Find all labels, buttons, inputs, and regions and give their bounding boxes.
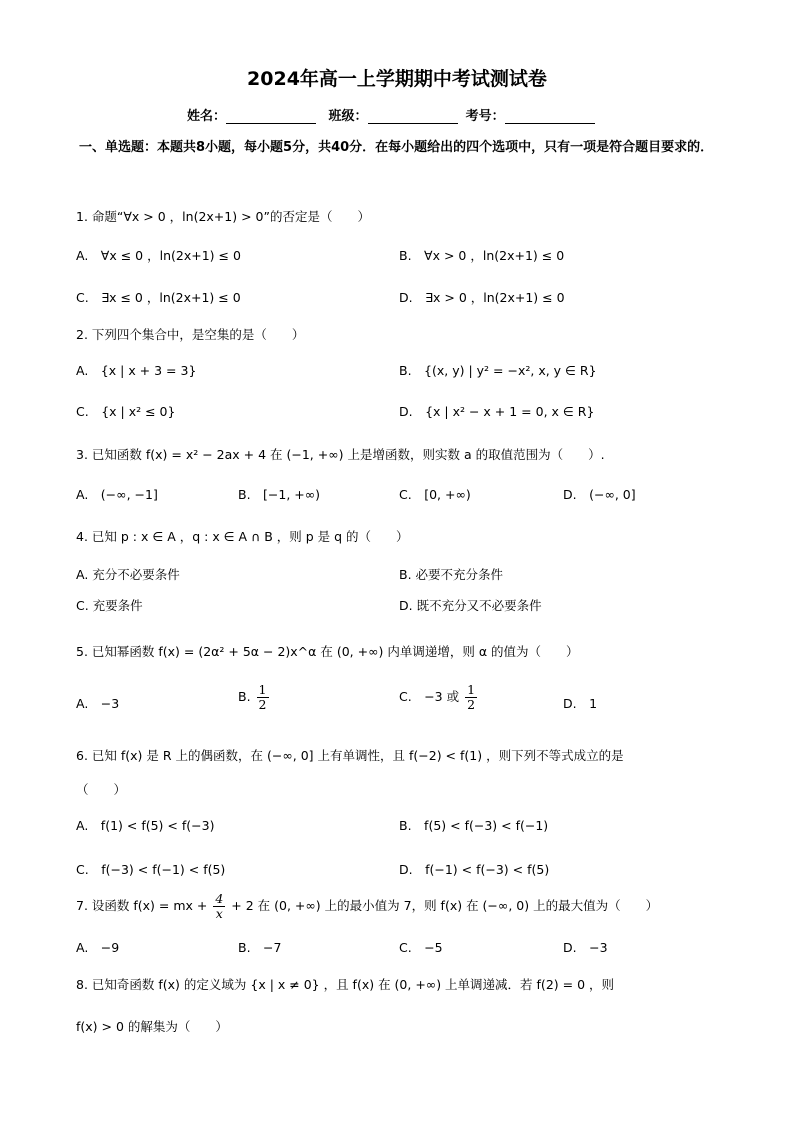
q2-option-c[interactable]: C. {x | x² ≤ 0} [76,404,176,419]
fraction-one-half [257,683,269,712]
q5-option-b[interactable] [238,683,271,712]
q1-option-c[interactable]: C. ∃x ≤ 0 ，ln(2x+1) ≤ 0 [76,290,241,305]
section-heading: 一、单选题：本题共8小题，每小题5分，共40分．在每小题给出的四个选项中，只有一项是符合题目要求的． [79,140,714,155]
q1-option-d[interactable]: D. ∃x > 0 ，ln(2x+1) ≤ 0 [399,290,565,305]
q4-option-b[interactable]: B. 必要不充分条件 [399,567,504,582]
q5-option-d[interactable]: D. 1 [563,696,598,711]
q3-option-c[interactable]: C. [0, +∞) [399,487,471,502]
q4-option-c[interactable]: C. 充要条件 [76,598,143,613]
fraction-numerator: 4 [215,891,224,906]
question-8-stem-cont: f(x) > 0 的解集为（ ） [76,1019,228,1034]
question-3-stem: 3. 已知函数 f(x) = x² − 2ax + 4 在 (−1, +∞) 上是增函数，则实数 a 的取值范围为（ ）. [76,447,605,462]
q6-option-c[interactable]: C. f(−3) < f(−1) < f(5) [76,862,226,877]
q2-option-d[interactable]: D. {x | x² − x + 1 = 0, x ∈ R} [399,404,595,419]
fraction-numerator: 1 [258,682,267,697]
question-6-stem-cont: （ ） [76,782,127,797]
fraction-numerator: 1 [467,682,476,697]
fraction-one-half [465,683,477,712]
student-info-line [187,105,603,124]
name-label: 姓名： [187,109,227,124]
q1-option-b[interactable]: B. ∀x > 0 ，ln(2x+1) ≤ 0 [399,248,565,263]
class-blank[interactable] [368,111,458,124]
fraction-denominator: x [215,906,223,921]
question-7-stem-end: + 2 在 (0, +∞) 上的最小值为 7，则 f(x) 在 (−∞, 0) 上的最大值为（ ） [231,898,659,913]
fraction-denominator: 2 [467,697,476,712]
question-8-stem: 8. 已知奇函数 f(x) 的定义域为 {x | x ≠ 0} ，且 f(x) 在 (0, +∞) 上单调递减．若 f(2) = 0 ，则 [76,977,614,992]
q6-option-a[interactable]: A. f(1) < f(5) < f(−3) [76,818,215,833]
q2-option-b[interactable]: B. {(x, y) | y² = −x², x, y ∈ R} [399,363,597,378]
q5-option-c[interactable] [399,683,479,712]
q3-option-b[interactable]: B. [−1, +∞) [238,487,321,502]
q7-option-b[interactable]: B. −7 [238,940,282,955]
question-6-stem: 6. 已知 f(x) 是 R 上的偶函数，在 (−∞, 0] 上有单调性，且 f(−2) < f(1) ，则下列不等式成立的是 [76,748,624,763]
q3-option-a[interactable]: A. (−∞, −1] [76,487,158,502]
q5-option-a[interactable]: A. −3 [76,696,120,711]
exam-title: 2024年高一上学期期中考试测试卷 [247,68,547,90]
fraction-four-over-x [213,892,225,921]
id-blank[interactable] [505,111,595,124]
id-label: 考号： [465,109,505,124]
q6-option-d[interactable]: D. f(−1) < f(−3) < f(5) [399,862,550,877]
question-2-stem: 2. 下列四个集合中，是空集的是（ ） [76,327,305,342]
q3-option-d[interactable]: D. (−∞, 0] [563,487,636,502]
q1-option-a[interactable]: A. ∀x ≤ 0 ，ln(2x+1) ≤ 0 [76,248,241,263]
question-7-stem [76,892,658,921]
q7-option-d[interactable]: D. −3 [563,940,608,955]
q4-option-d[interactable]: D. 既不充分又不必要条件 [399,598,542,613]
q5-option-c-label: C. −3 或 [399,689,460,704]
question-5-stem: 5. 已知幂函数 f(x) = (2α² + 5α − 2)x^α 在 (0, +∞) 内单调递增，则 α 的值为（ ） [76,644,579,659]
q4-option-a[interactable]: A. 充分不必要条件 [76,567,180,582]
q5-option-b-label: B. [238,689,251,704]
fraction-denominator: 2 [258,697,267,712]
class-label: 班级： [328,109,368,124]
question-4-stem: 4. 已知 p : x ∈ A ，q : x ∈ A ∩ B ，则 p 是 q 的（ ） [76,529,409,544]
name-blank[interactable] [226,111,316,124]
question-1-stem: 1. 命题“∀x > 0 ，ln(2x+1) > 0”的否定是（ ） [76,209,370,224]
q7-option-a[interactable]: A. −9 [76,940,120,955]
q7-option-c[interactable]: C. −5 [399,940,443,955]
q6-option-b[interactable]: B. f(5) < f(−3) < f(−1) [399,818,549,833]
question-7-stem-start: 7. 设函数 f(x) = mx + [76,898,208,913]
q2-option-a[interactable]: A. {x | x + 3 = 3} [76,363,197,378]
